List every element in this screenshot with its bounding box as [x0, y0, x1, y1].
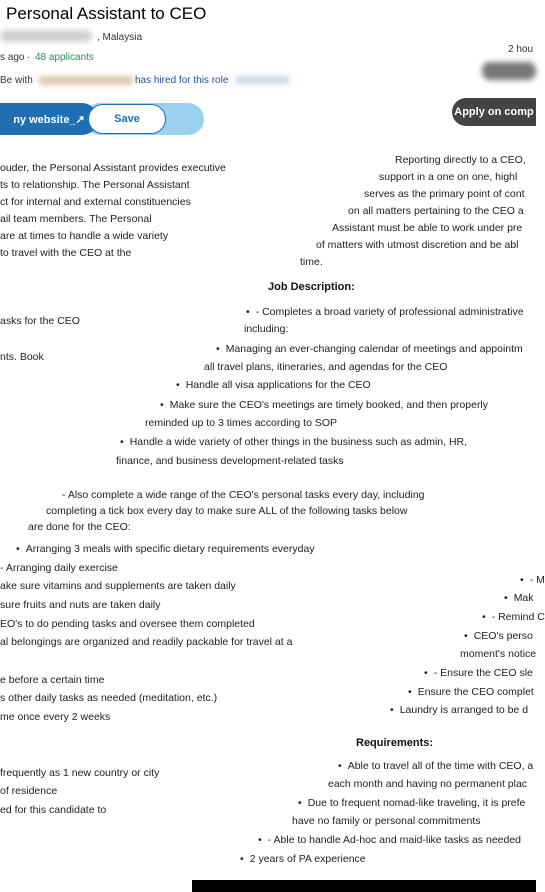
daily-task-right-cont: moment's notice: [460, 648, 537, 660]
apply-on-company-button[interactable]: Apply on comp: [452, 98, 536, 126]
requirement-item-cont: have no family or personal commitments: [292, 815, 481, 827]
requirement-item: • Able to travel all of the time with CEO, a: [338, 758, 533, 775]
daily-task-right: • - M: [520, 572, 545, 589]
req-left-fragment: frequently as 1 new country or city: [0, 767, 160, 779]
jd-item: • Handle all visa applications for the CEO: [176, 377, 371, 394]
jd-item: • Handle a wide variety of other things in the business such as admin, HR,: [120, 434, 467, 451]
daily-task-item: sure fruits and nuts are taken daily: [0, 599, 161, 611]
company-name-blurred: [0, 30, 92, 42]
req-left-fragment: of residence: [0, 785, 58, 797]
daily-task-item: - Arranging daily exercise: [0, 562, 118, 574]
daily-tasks-intro-2: completing a tick box every day to make sure ALL of the following tasks below: [46, 505, 408, 517]
daily-task-item: EO's to do pending tasks and oversee them completed: [0, 618, 255, 630]
bottom-bar: [192, 880, 536, 892]
time-right: 2 hou: [508, 44, 534, 55]
jd-item-cont: including:: [244, 323, 289, 335]
requirements-heading: Requirements:: [356, 737, 434, 749]
daily-tasks-intro-1: - Also complete a wide range of the CEO's personal tasks every day, including: [62, 489, 425, 501]
daily-task-item: al belongings are organized and readily packable for travel at a: [0, 636, 293, 648]
job-description-heading: Job Description:: [268, 281, 355, 293]
requirement-item-cont: each month and having no permanent plac: [328, 778, 528, 790]
daily-task-right: • Laundry is arranged to be d: [390, 702, 528, 719]
jd-left-fragment-2: nts. Book: [0, 351, 44, 363]
posted-time: s ago: [0, 52, 25, 63]
company-website-button[interactable]: ny website_↗: [0, 103, 98, 135]
jd-item: • Managing an ever-changing calendar of meetings and appointm: [216, 341, 523, 358]
daily-task-right: • Ensure the CEO complet: [408, 684, 534, 701]
job-title: Personal Assistant to CEO: [6, 4, 207, 23]
requirement-item: • Due to frequent nomad-like traveling, it is prefe: [298, 795, 525, 812]
jd-item-cont: all travel plans, itineraries, and agendas for the CEO: [204, 361, 448, 373]
separator: ·: [27, 52, 31, 63]
daily-task-item: s other daily tasks as needed (meditation, etc.): [0, 692, 218, 704]
intro-left-column: ouder, the Personal Assistant provides executive ts to relationship. The Personal Assistant ct for internal and external constituencies ail team members. The Personal are at times to handle a wide variety to travel with the CEO at the: [0, 162, 226, 259]
daily-task-right: • - Ensure the CEO sle: [424, 665, 533, 682]
requirement-item: • - Able to handle Ad-hoc and maid-like tasks as needed: [258, 832, 521, 849]
save-button[interactable]: [88, 104, 166, 134]
daily-task-right: • CEO's perso: [464, 628, 533, 645]
requirement-item: • 2 years of PA experience: [240, 851, 366, 868]
applicants-count: 48 applicants: [35, 52, 94, 63]
jd-item-cont: reminded up to 3 times according to SOP: [145, 417, 338, 429]
jd-item: • Make sure the CEO's meetings are timely booked, and then properly: [160, 397, 488, 414]
daily-tasks-intro-3: are done for the CEO:: [28, 521, 131, 533]
daily-task-item: e before a certain time: [0, 674, 105, 686]
daily-task-item: me once every 2 weeks: [0, 711, 111, 723]
req-left-fragment: ed for this candidate to: [0, 804, 107, 816]
hired-for-role: has hired for this role: [135, 75, 229, 86]
hiring-link-blurred[interactable]: [235, 76, 290, 84]
daily-task-item: ake sure vitamins and supplements are taken daily: [0, 580, 236, 592]
daily-task-right: • Mak: [504, 590, 534, 607]
save-label: Save: [114, 113, 140, 125]
jd-left-fragment-1: asks for the CEO: [0, 315, 80, 327]
connection-avatars-blurred: [38, 76, 134, 85]
jd-item: • - Completes a broad variety of professional administrative: [246, 304, 524, 321]
job-location: , Malaysia: [97, 32, 143, 43]
profile-thumbnail-blurred: [482, 62, 536, 80]
jd-item-cont: finance, and business development-related tasks: [116, 455, 344, 467]
connections-text: Be with: [0, 75, 33, 86]
daily-task-right: • - Remind C: [482, 609, 545, 626]
daily-task-item: • Arranging 3 meals with specific dietary requirements everyday: [16, 541, 315, 558]
intro-right-column: Reporting directly to a CEO, support in a one on one, highl serves as the primary point of cont on all matters pertaining to the CEO a Assistant must be able to work under pre of matters with utmost discretion and be abl time.: [300, 154, 526, 268]
